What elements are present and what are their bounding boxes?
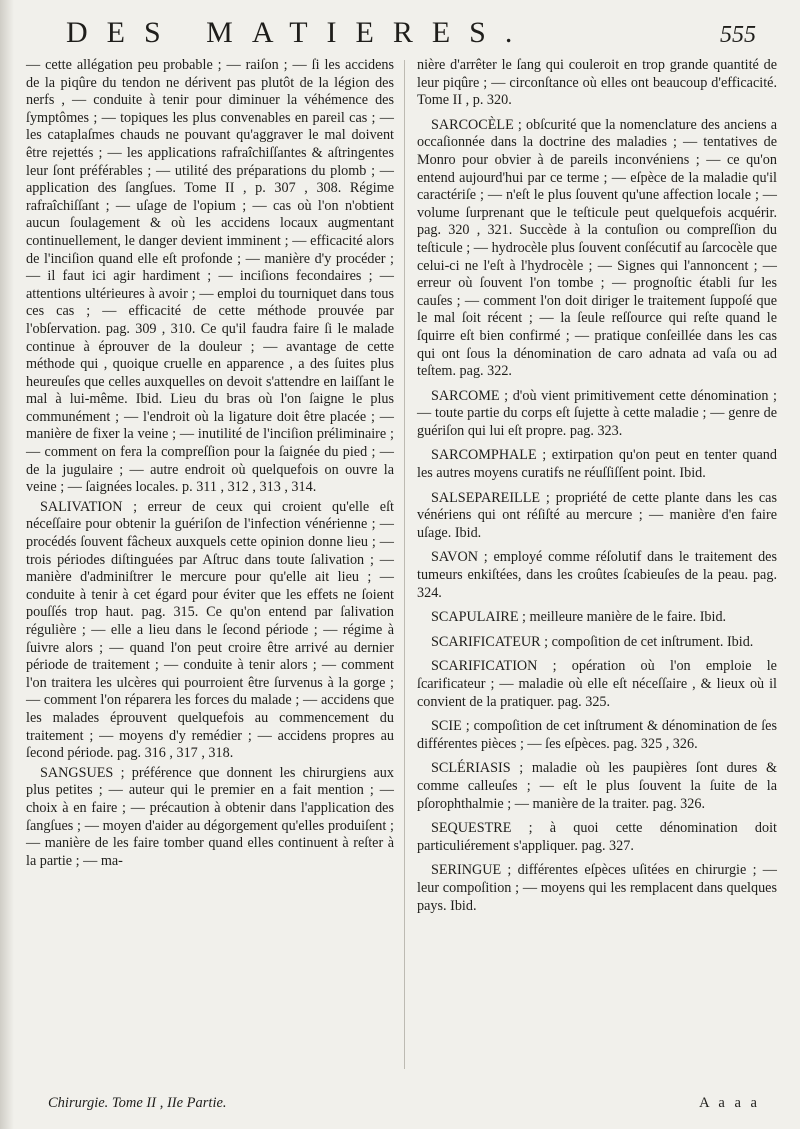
signature-mark: A a a a (699, 1095, 760, 1111)
index-entry: SARCOMPHALE ; extirpation qu'on peut en tenter quand les autres moyens curatifs ne réuſſiſſent point. Ibid. (417, 447, 777, 482)
index-entry: SARCOCÈLE ; obſcurité que la nomenclature des anciens a occaſionnée dans la doctrine des maladies ; — tentatives de Monro pour obvier à de pareils inconvéniens ; — ce qu'on entend aujourd'hui par ce terme ; — eſpèce de la maladie qu'il caractériſe ; — n'eſt le plus ſouvent qu'une affection locale ; — volume ſurprenant que le teſticule peut quelquefois acquérir. pag. 320 , 321. Succède à la contuſion ou compreſſion du teſticule ; — hydrocèle plus ſouvent conſécutif au ſarcocèle que celui-ci ne l'eſt à l'hydrocèle ; — Signes qui l'annoncent ; — erreur où ſouvent l'on tombe ; — prognoſtic établi ſur les cauſes ; — comment l'on doit diriger le traitement ſuppoſé que le mal ſoit récent ; — la ſeule reſſource qui reſte quand le ſquirre eſt bien confirmé ; — pratique conſeillée dans les cas qui ont ſous la dénomination de caro adnata ad vaſa ou ad teſtem. pag. 322. (417, 116, 777, 380)
running-title: DES MATIERES. (66, 16, 532, 49)
index-entry: SCAPULAIRE ; meilleure manière de le faire. Ibid. (431, 609, 727, 626)
index-entry: SCIE ; compoſition de cet inſtrument & dénomination de ſes différentes pièces ; — ſes eſpèces. pag. 325 , 326. (417, 718, 777, 752)
index-entry: — cette allégation peu probable ; — raiſon ; — ſi les accidens de la piqûre du tendon ne dérivent pas plutôt de la légion des nerfs , — conduite à tenir pour diminuer la véhémence des ſymptômes ; — topiques les plus convenables en pareil cas ; — les cataplaſmes chauds ne pouvant qu'aggraver le mal doivent être rejettés ; — les applications rafraîchiſſantes & aſtringentes leur ſont préférables ; — utilité des préparations du plomb ; — application des ſangſues. Tome II , p. 307 , 308. Régime rafraîchiſſant ; — uſage de l'opium ; — cas où l'on n'obtient aucun ſoulagement & où les accidens locaux augmentant continuellement, le danger devient imminent ; — efficacité alors de l'inciſion quand elle eſt profonde ; — manière d'y procéder ; — il faut ici agir hardiment ; — inciſions fecondaires ; — attentions ultérieures à avoir ; — emploi du tourniquet dans tous ces cas ; — efficacité de cette méthode prouvée par l'obſervation. pag. 309 , 310. Ce qu'il faudra faire ſi le malade continue à éprouver de la douleur ; — avantage de cette méthode qui , quoique cruelle en apparence , a des ſuites plus heureuſes que celles auxquelles on devoit s'attendre en laiſſant le mal à lui-même. Ibid. Lieu du bras où l'on ſaigne le plus communément ; — l'endroit où la ligature doit être placée ; — manière de fixer la veine ; — inutilité de l'inciſion préliminaire ; — comment on fera la compreſſion pour la ſaignée du pied ; — de la jugulaire ; — autre endroit où quelquefois on ouvre la veine ; — ſaignées locales. p. 311 , 312 , 313 , 314. (26, 57, 394, 496)
index-entry: SCARIFICATEUR ; compoſition de cet inſtrument. Ibid. (431, 633, 754, 650)
right-column (417, 57, 777, 922)
index-entry: nière d'arrêter le ſang qui couleroit en trop grande quantité de leur piqûre ; — circonſtance où elles ont beaucoup d'efficacité. Tome II , p. 320. (417, 57, 777, 109)
index-entry: SEQUESTRE ; à quoi cette dénomination doit particuliérement s'appliquer. pag. 327. (417, 820, 777, 854)
index-entry: SAVON ; employé comme réſolutif dans le traitement des tumeurs enkiſtées, dans les croûtes ſcabieuſes de la peau. pag. 324. (417, 549, 777, 601)
index-entry: SALSEPAREILLE ; propriété de cette plante dans les cas vénériens qui ont réſiſté au mercure ; — manière d'en faire uſage. Ibid. (417, 489, 777, 541)
column-divider (404, 60, 405, 1069)
running-head (0, 16, 800, 50)
page-footer (48, 1095, 760, 1117)
page-edge-shadow (0, 0, 14, 1129)
footer-volume-note: Chirurgie. Tome II , IIe Partie. (48, 1095, 227, 1111)
index-entry: SCLÉRIASIS ; maladie où les paupières ſont dures & comme calleuſes ; — eſt le plus ſouvent la ſuite de la pſorophthalmie ; — manière de la traiter. pag. 326. (417, 760, 777, 812)
page-number: 555 (720, 22, 756, 48)
index-entry: SARCOME ; d'où vient primitivement cette dénomination ; — toute partie du corps eſt ſujette à cette maladie ; — genre de guériſon qui lui eſt propre. pag. 323. (417, 387, 777, 439)
index-entry: SANGSUES ; préférence que donnent les chirurgiens aux plus petites ; — auteur qui le premier en a fait mention ; — choix à en faire ; — précaution à obtenir dans l'application des ſangſues ; — moyen d'aider au dégorgement qu'elles produiſent ; — manière de les faire tomber quand elles continuent à reſter à la partie ; — ma- (26, 764, 394, 869)
index-entry: SALIVATION ; erreur de ceux qui croient qu'elle eſt néceſſaire pour obtenir la guériſon de l'infection vénérienne ; — procédés ſouvent fâcheux auxquels cette opinion donne lieu ; — trois périodes diſtinguées par Aſtruc dans toute ſalivation ; — manière d'adminiſtrer le mercure pour qu'elle ait lieu ; — conduite à tenir à cet égard pour éviter que les effets ne ſoient pouſſés trop haut. pag. 315. Ce qu'on entend par ſalivation régulière ; — elle a lieu dans le ſecond période ; — régime à ſuivre alors ; — quand l'on peut croire être arrivé au dernier période de traitement ; — conduite à tenir alors ; — comment l'on traitera les ulcères qui pourroient être ſurvenus à la gorge ; — comment l'on réparera les forces du malade ; — accidens que les malades éprouvent quelquefois au commencement du traitement ; — moyens d'y remédier ; — accidens propres au ſecond période. pag. 316 , 317 , 318. (26, 498, 394, 762)
index-entry: SERINGUE ; différentes eſpèces uſitées en chirurgie ; — leur compoſition ; — moyens qui les remplacent dans quelques pays. Ibid. (417, 862, 777, 914)
left-column (26, 57, 394, 872)
index-entry: SCARIFICATION ; opération où l'on emploie le ſcarificateur ; — maladie où elle eſt néceſſaire , & lieux où il convient de la pratiquer. pag. 325. (417, 658, 777, 710)
